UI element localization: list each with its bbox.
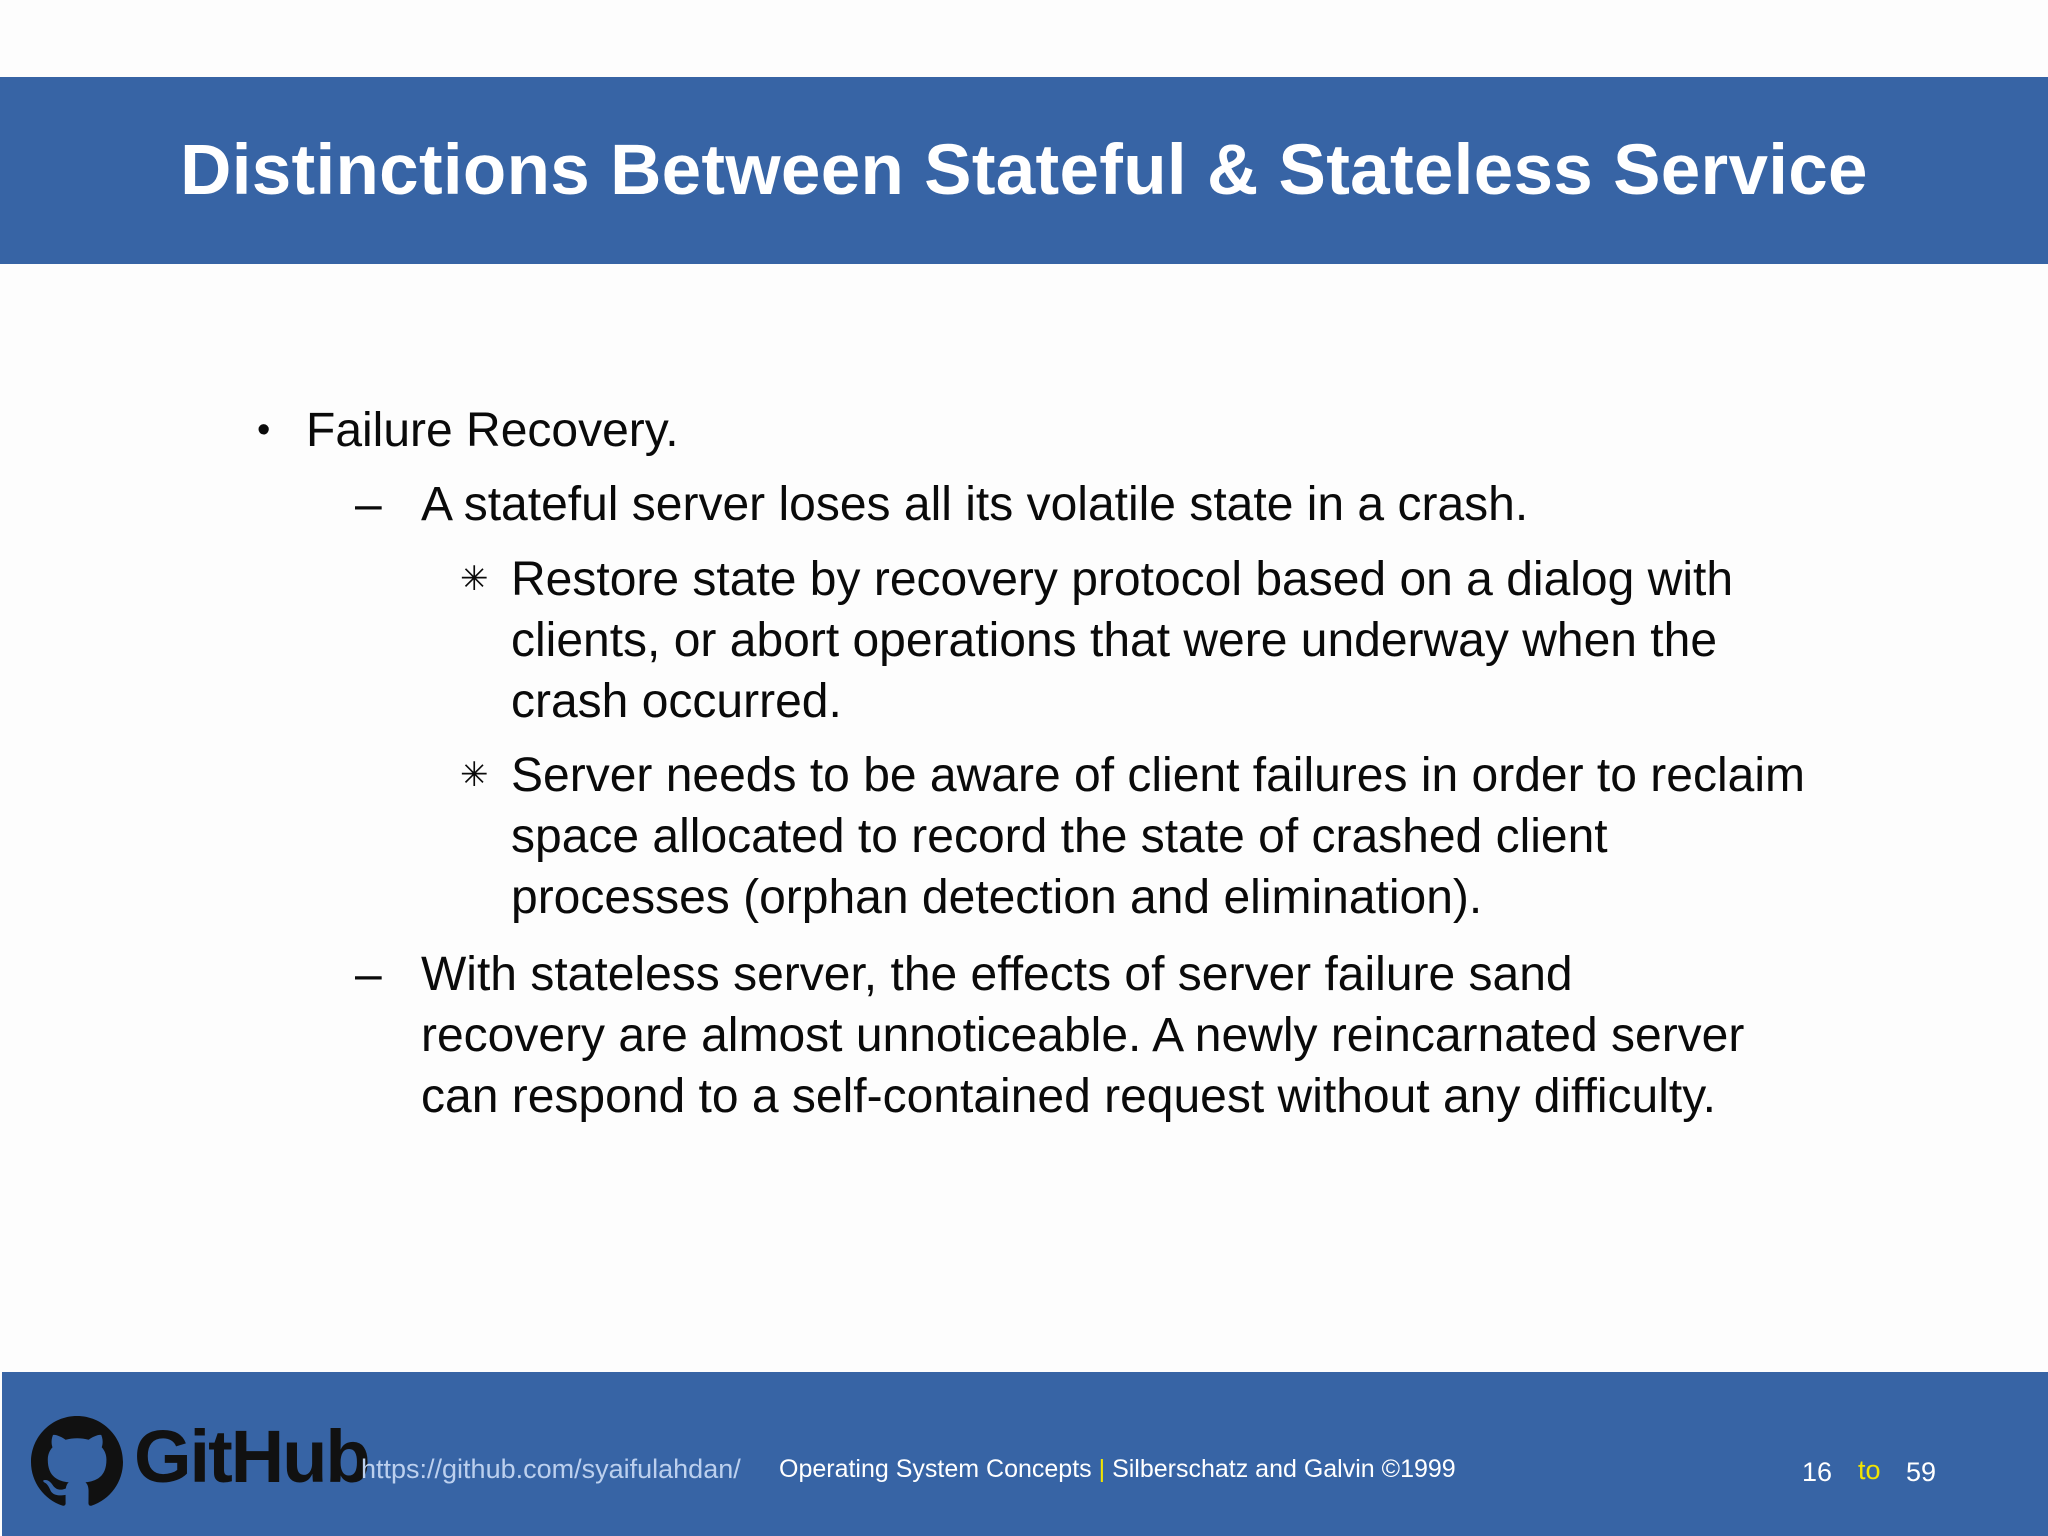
slide-title: Distinctions Between Stateful & Stateless Service — [180, 131, 1868, 210]
course-title: Operating System Concepts — [779, 1455, 1092, 1483]
github-octocat-icon — [31, 1416, 123, 1508]
page-number-total: 59 — [1906, 1457, 1937, 1487]
sub-bullet-text: With stateless server, the effects of server failure sand recovery are almost unnoticeable. A newly reincarnated server can respond to a self-contained request without any difficulty. — [421, 948, 1745, 1123]
footer-url-link[interactable]: https://github.com/syaifulahdan/ — [361, 1454, 741, 1484]
star-item-text: Server needs to be aware of client failures in order to reclaim space allocated to record the state of crashed client processes (orphan detection and elimination). — [511, 749, 1805, 924]
dash-icon: – — [355, 478, 382, 531]
footer-bar — [2, 1372, 2048, 1536]
star-icon: ✳ — [460, 560, 489, 598]
page-number-current: 16 — [1802, 1457, 1833, 1487]
page-number-to: to — [1858, 1455, 1881, 1485]
bullet-icon: • — [257, 409, 271, 451]
sub-bullet-text: A stateful server loses all its volatile state in a crash. — [421, 478, 1529, 531]
github-wordmark: GitHub — [134, 1415, 369, 1498]
star-item-text: Restore state by recovery protocol based on a dialog with clients, or abort operations that were underway when the crash occurred. — [511, 553, 1734, 728]
star-icon: ✳ — [460, 756, 489, 794]
dash-icon: – — [355, 948, 382, 1001]
bullet-text: Failure Recovery. — [306, 404, 679, 457]
footer-separator: | — [1098, 1455, 1106, 1483]
course-authors: Silberschatz and Galvin ©1999 — [1112, 1455, 1456, 1483]
footer-course-credit — [779, 1455, 1456, 1484]
